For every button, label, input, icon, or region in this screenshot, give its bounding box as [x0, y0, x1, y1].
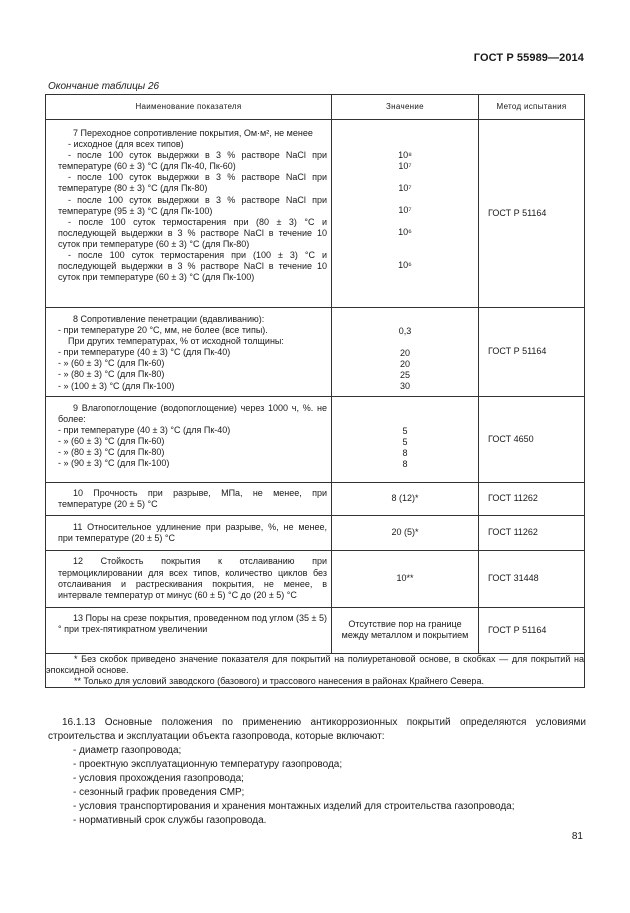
row-value-cell	[332, 396, 479, 482]
column-header-method: Метод испытания	[479, 95, 585, 120]
table-header-row	[46, 95, 585, 120]
table-row	[46, 308, 585, 397]
row-value-cell	[332, 120, 479, 308]
row-value-cell: Отсутствие пор на границе между металлом и покрытием	[332, 607, 479, 653]
row-line: - » (80 ± 3) °С (для Пк-80)	[58, 369, 165, 380]
row-line: - при температуре (40 ± 3) °С (для Пк-40)	[58, 347, 231, 358]
column-header-value: Значение	[332, 95, 479, 120]
row-value: 10⁶	[398, 227, 412, 238]
row-value: 8	[402, 447, 408, 458]
row-method-cell: ГОСТ Р 51164	[479, 607, 585, 653]
row-method-cell: ГОСТ 4650	[479, 396, 585, 482]
table-row	[46, 515, 585, 550]
row-line: 9 Влагопоглощение (водопоглощение) через 1000 ч, %. не более:	[58, 402, 327, 424]
row-value: 10⁸	[398, 150, 412, 160]
row-value-cell: 10**	[332, 550, 479, 607]
footnote: * Без скобок приведено значение показателя для покрытий на полиуретановой основе, в скобках — для покрытий на эпоксидной основе.	[46, 653, 584, 675]
table-row	[46, 607, 585, 653]
footnote: ** Только для условий заводского (базового) и трассового нанесения в районах Крайнего Севера.	[74, 675, 484, 686]
table-footnotes	[46, 653, 585, 687]
row-value: 10⁷	[398, 161, 412, 172]
body-text	[48, 716, 586, 828]
row-line: 12 Стойкость покрытия к отслаиванию при термоциклировании для всех типов, количество циклов без отслаивания и растрескивания покрытия, не менее, в интервале температур от минус (60 ± 5) °С до (20 ± 5) °С	[58, 556, 327, 600]
row-name-cell	[46, 482, 332, 515]
page-number: 81	[571, 831, 583, 842]
row-line: - исходное (для всех типов)	[68, 139, 184, 150]
list-item: - диаметр газопровода;	[73, 745, 182, 756]
table-footnotes-row	[46, 653, 585, 687]
row-name-cell	[46, 515, 332, 550]
row-line: - при температуре (40 ± 3) °С (для Пк-40)	[58, 424, 231, 435]
list-item: - проектную эксплуатационную температуру газопровода;	[73, 759, 343, 770]
row-line: - после 100 суток выдержки в 3 % растворе NaCl при температуре (95 ± 3) °С (для Пк-100)	[58, 194, 327, 216]
row-value: 5	[402, 436, 408, 447]
table-row	[46, 482, 585, 515]
row-line: - после 100 суток термостарения при (100 ± 3) °С и последующей выдержки в 3 % растворе NaCl в течение 10 суток при температуре (60 ± 3) °С (для Пк-100)	[58, 250, 327, 283]
row-line: - » (60 ± 3) °С (для Пк-60)	[58, 358, 165, 369]
table-row	[46, 550, 585, 607]
row-value: 20	[399, 359, 410, 370]
row-value: 10⁶	[398, 260, 412, 271]
row-method-cell: ГОСТ 31448	[479, 550, 585, 607]
list-item: - условия прохождения газопровода;	[73, 773, 244, 784]
row-line: - » (100 ± 3) °С (для Пк-100)	[58, 380, 175, 391]
row-value: 25	[399, 370, 410, 381]
row-line: - после 100 суток выдержки в 3 % растворе NaCl при температуре (80 ± 3) °С (для Пк-80)	[58, 172, 327, 194]
row-method-cell: ГОСТ 11262	[479, 515, 585, 550]
table-row	[46, 120, 585, 308]
row-value: 8	[402, 458, 408, 469]
table-caption: Окончание таблицы 26	[48, 81, 160, 92]
row-value: 5	[402, 425, 408, 436]
row-line: - » (80 ± 3) °С (для Пк-80)	[58, 447, 165, 458]
list-item: - условия транспортирования и хранения монтажных изделий для строительства газопровода;	[73, 801, 515, 812]
row-name-cell	[46, 120, 332, 308]
row-method-cell: ГОСТ 11262	[479, 482, 585, 515]
row-value-cell: 8 (12)*	[332, 482, 479, 515]
row-value: 0,3	[398, 326, 412, 336]
column-header-name: Наименование показателя	[46, 95, 332, 120]
row-name-cell	[46, 607, 332, 653]
row-name-cell	[46, 308, 332, 397]
row-line: 8 Сопротивление пенетрации (вдавливанию):	[73, 314, 265, 324]
row-value-cell: 20 (5)*	[332, 515, 479, 550]
row-method-cell: ГОСТ Р 51164	[479, 308, 585, 397]
row-line: 10 Прочность при разрыве, МПа, не менее, при температуре (20 ± 5) °С	[58, 487, 327, 509]
document-id: ГОСТ Р 55989—2014	[473, 52, 584, 64]
row-line: 7 Переходное сопротивление покрытия, Ом·м², не менее	[73, 128, 313, 138]
list-item: - нормативный срок службы газопровода.	[73, 815, 267, 826]
row-method-cell: ГОСТ Р 51164	[479, 120, 585, 308]
row-value: 10⁷	[398, 205, 412, 216]
row-value: 30	[399, 381, 410, 392]
list-item: - сезонный график проведения СМР;	[73, 787, 245, 798]
row-name-cell	[46, 550, 332, 607]
row-line: - » (60 ± 3) °С (для Пк-60)	[58, 435, 165, 446]
row-line: При других температурах, % от исходной толщины:	[68, 336, 284, 347]
row-value: 10⁷	[398, 183, 412, 194]
row-value: 20	[399, 348, 410, 359]
row-line: - после 100 суток выдержки в 3 % растворе NaCl при температуре (60 ± 3) °С (для Пк-40, Пк-60)	[58, 150, 327, 172]
row-value-cell	[332, 308, 479, 397]
row-line: 11 Относительное удлинение при разрыве, %, не менее, при температуре (20 ± 5) °С	[58, 521, 327, 543]
paragraph-16-1-13: 16.1.13 Основные положения по применению антикоррозионных покрытий определяются условиями строительства и эксплуатации объекта газопровода, которые включают:	[48, 717, 586, 742]
table-row	[46, 396, 585, 482]
row-line: - после 100 суток термостарения при (80 ± 3) °С и последующей выдержки в 3 % растворе NaCl в течение 10 суток при температуре (60 ± 3) °С (для Пк-80)	[58, 216, 327, 249]
row-line: - при температуре 20 °С, мм, не более (все типы).	[58, 325, 268, 336]
row-name-cell	[46, 396, 332, 482]
spec-table	[45, 94, 585, 688]
row-line: 13 Поры на срезе покрытия, проведенном под углом (35 ± 5)° при трех-пятикратном увеличении	[58, 612, 327, 634]
row-line: - » (90 ± 3) °С (для Пк-100)	[58, 458, 170, 469]
